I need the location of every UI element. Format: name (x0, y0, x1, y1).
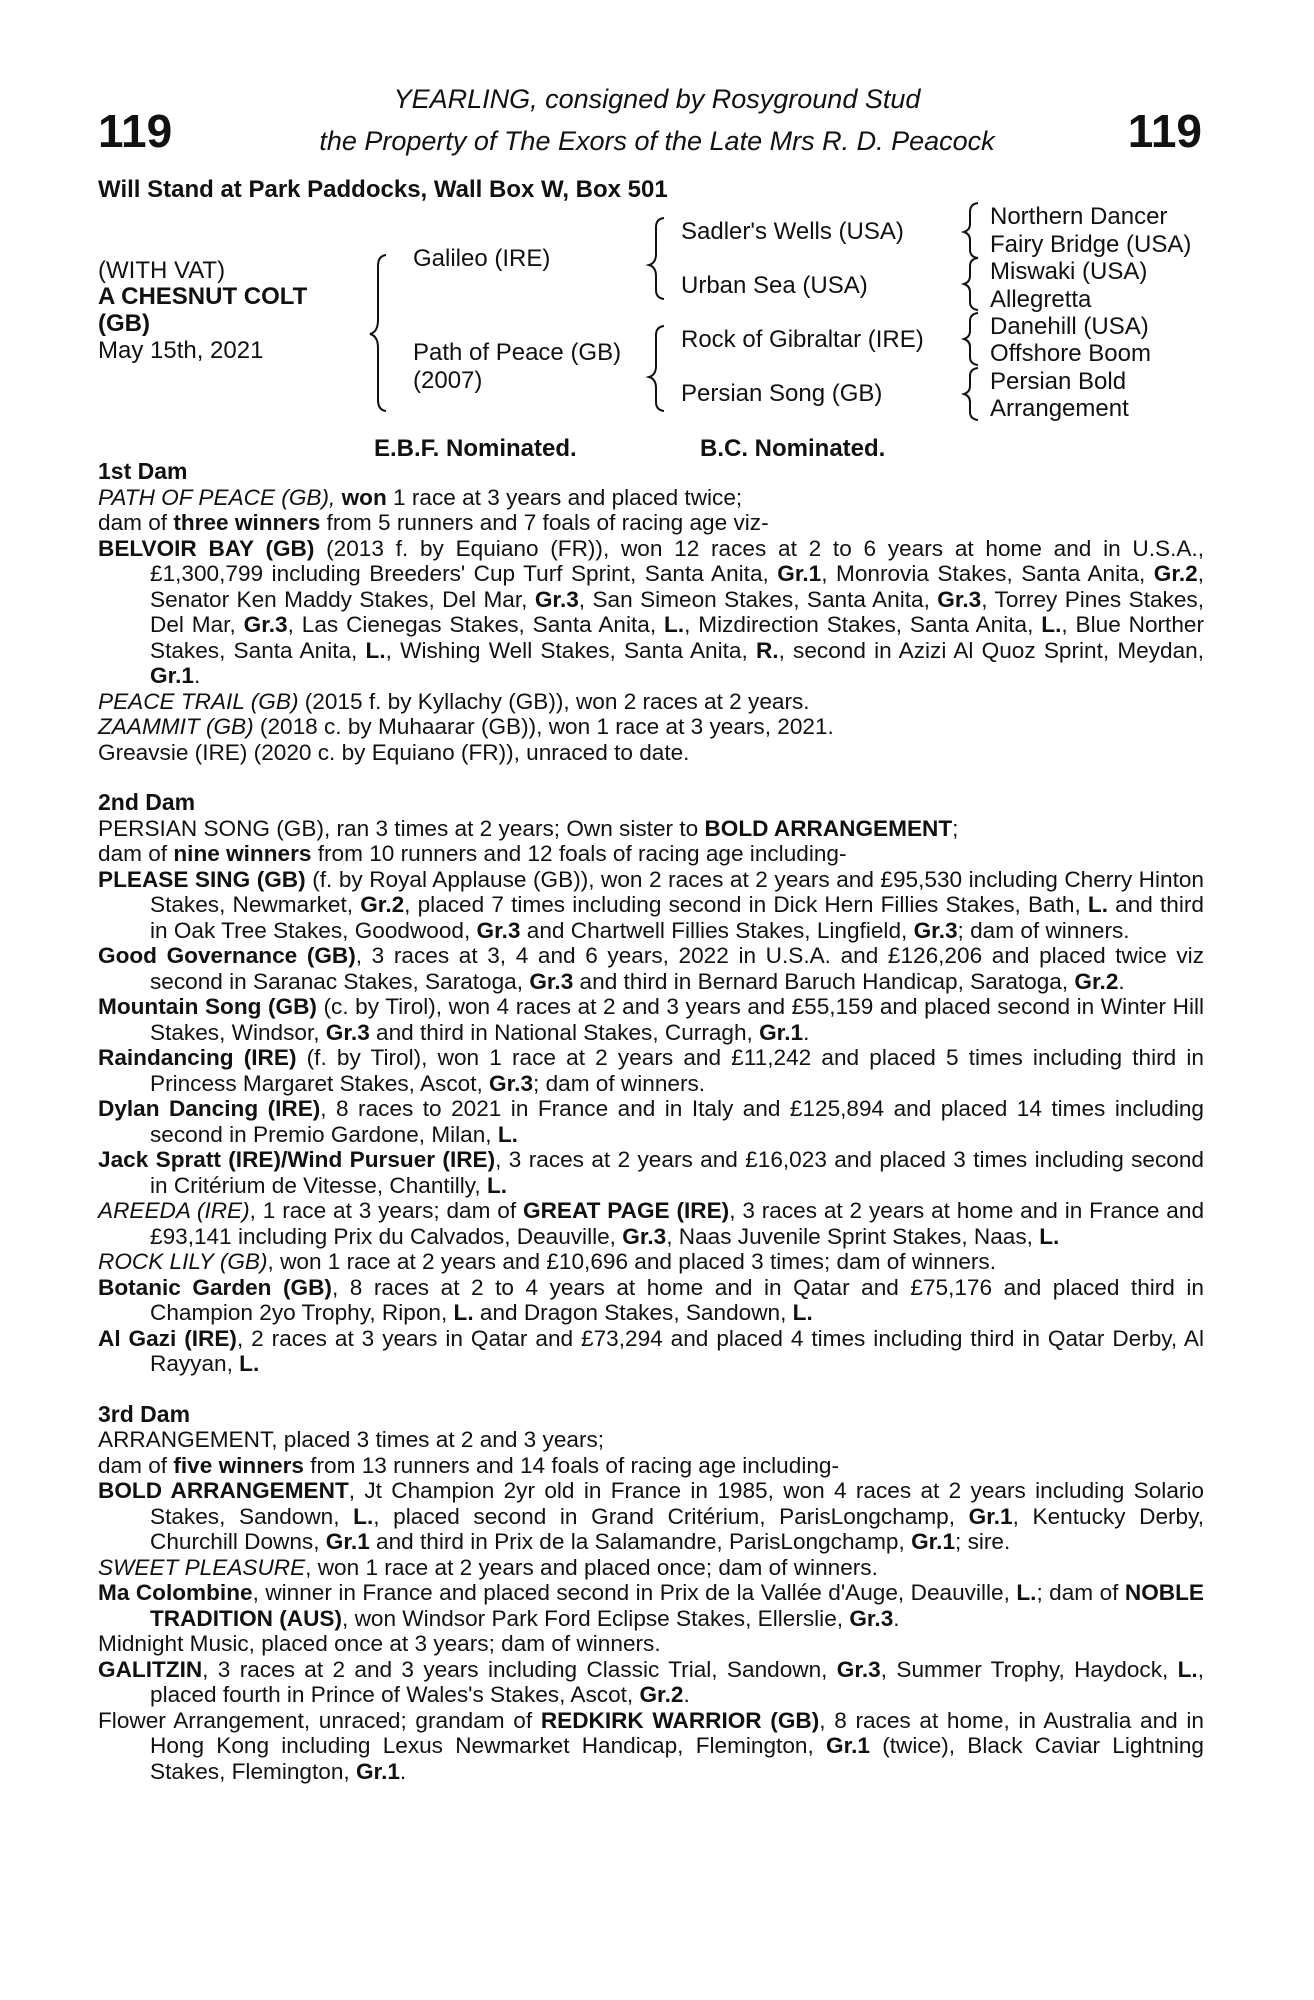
sire-sire: Sadler's Wells (USA) (681, 218, 904, 245)
race-grade: Gr.3 (836, 1656, 881, 1682)
consignment-line-2: the Property of The Exors of the Late Mrs R. D. Peacock (319, 126, 995, 156)
first-dam-line-1: PATH OF PEACE (GB), won 1 race at 3 years and placed twice; (98, 484, 743, 510)
race-grade: Gr.1 (968, 1503, 1013, 1529)
dam-dam-dam: Arrangement (990, 395, 1129, 422)
race-grade: L. (497, 1121, 518, 1147)
race-grade: L. (239, 1351, 260, 1376)
produce-entry: Good Governance (GB), 3 races at 3, 4 and 6 years, 2022 in U.S.A. and £126,206 and placed twice viz second in Saranac Stakes, Saratoga, Gr.3 and third in Bernard Baruch Handicap, Saratoga, Gr.2. (98, 943, 1205, 994)
dam-dam: Persian Song (GB) (681, 380, 883, 407)
third-dam-line-2: dam of five winners from 13 runners and 14 foals of racing age including- (98, 1452, 839, 1478)
race-grade: L. (792, 1300, 813, 1325)
dam-year: (2007) (413, 367, 483, 394)
produce-entry: AREEDA (IRE), 1 race at 3 years; dam of GREAT PAGE (IRE), 3 races at 2 years at home and in France and £93,141 including Prix du Calvados, Deauville, Gr.3, Naas Juvenile Sprint Stakes, Naas, L. (98, 1198, 1205, 1249)
race-grade: L. (664, 612, 685, 637)
race-grade: L. (1041, 612, 1062, 637)
race-grade: Gr.2 (1153, 561, 1198, 586)
produce-entry: BOLD ARRANGEMENT, Jt Champion 2yr old in France in 1985, won 4 races at 2 years including Solario Stakes, Sandown, L., placed second in Grand Critérium, ParisLongchamp, Gr.1, Kentucky Derby, Churchill Downs, Gr.1 and third in Prix de la Salamandre, ParisLongchamp, Gr.1; sire. (98, 1478, 1204, 1554)
race-grade: Gr.3 (913, 917, 958, 943)
horse-name: A CHESNUT COLT (98, 283, 308, 310)
race-grade: Gr.3 (325, 1019, 370, 1045)
sire-dam-sire: Miswaki (USA) (990, 258, 1148, 285)
location: Will Stand at Park Paddocks, Wall Box W, Box 501 (98, 176, 668, 203)
race-grade: Gr.3 (534, 586, 579, 612)
third-dam-line-1: ARRANGEMENT, placed 3 times at 2 and 3 years; (98, 1427, 605, 1452)
race-grade: Gr.3 (622, 1223, 667, 1249)
race-grade: Gr.1 (777, 561, 822, 586)
race-grade: Gr.3 (937, 586, 982, 612)
race-grade: Gr.1 (325, 1529, 370, 1554)
race-grade: Gr.1 (150, 663, 194, 688)
third-dam-heading: 3rd Dam (98, 1400, 191, 1427)
first-dam-line-2: dam of three winners from 5 runners and 7 foals of racing age viz- (98, 510, 769, 535)
race-grade: Gr.1 (826, 1733, 870, 1758)
sire-sire-dam: Fairy Bridge (USA) (990, 231, 1192, 258)
produce-entry: ZAAMMIT (GB) (2018 c. by Muhaarar (GB)), won 1 race at 3 years, 2021. (98, 714, 834, 739)
produce-entry: Mountain Song (GB) (c. by Tirol), won 4 races at 2 and 3 years and £55,159 and placed second in Winter Hill Stakes, Windsor, Gr.3 and third in National Stakes, Curragh, Gr.1. (98, 994, 1205, 1045)
produce-entry: Flower Arrangement, unraced; grandam of REDKIRK WARRIOR (GB), 8 races at home, in Australia and in Hong Kong including Lexus Newmarket Handicap, Flemington, Gr.1 (twice), Black Caviar Lightning Stakes, Flemington, Gr.1. (98, 1707, 1204, 1784)
race-grade: L. (365, 637, 386, 663)
consignment-line-1: YEARLING, consigned by Rosyground Stud (393, 84, 921, 114)
race-grade: Gr.3 (476, 917, 521, 943)
race-grade: R. (755, 637, 779, 663)
race-grade: Gr.2 (1074, 968, 1119, 994)
race-grade: L. (1016, 1580, 1037, 1605)
sire-dam: Urban Sea (USA) (681, 272, 868, 299)
race-grade: L. (453, 1300, 474, 1325)
produce-entry: ROCK LILY (GB), won 1 race at 2 years and £10,696 and placed 3 times; dam of winners. (98, 1249, 996, 1274)
produce-entry: PEACE TRAIL (GB) (2015 f. by Kyllachy (GB)), won 2 races at 2 years. (98, 688, 810, 714)
race-grade: Gr.3 (529, 968, 574, 994)
sire: Galileo (IRE) (413, 245, 551, 272)
lot-number-right: 119 (1127, 105, 1202, 157)
race-grade: L. (486, 1172, 508, 1198)
race-grade: Gr.2 (360, 892, 405, 917)
sire-dam-dam: Allegretta (990, 286, 1092, 313)
produce-entry: GALITZIN, 3 races at 2 and 3 years including Classic Trial, Sandown, Gr.3, Summer Trophy, Haydock, L., placed fourth in Prince of Wales's Stakes, Ascot, Gr.2. (98, 1656, 1204, 1707)
produce-entry: Al Gazi (IRE), 2 races at 3 years in Qatar and £73,294 and placed 4 times including third in Qatar Derby, Al Rayyan, L. (98, 1325, 1204, 1376)
second-dam-line-2: dam of nine winners from 10 runners and 12 foals of racing age including- (98, 841, 847, 866)
lot-number-left: 119 (98, 105, 173, 157)
race-grade: L. (1087, 892, 1108, 917)
vat-note: (WITH VAT) (98, 257, 226, 284)
dam-sire-sire: Danehill (USA) (990, 313, 1149, 340)
race-grade: Gr.1 (355, 1758, 400, 1784)
race-grade: L. (1177, 1656, 1198, 1682)
sire-sire-sire: Northern Dancer (990, 203, 1168, 230)
race-grade: L. (353, 1503, 374, 1529)
race-grade: Gr.3 (849, 1605, 894, 1631)
second-dam-line-1: PERSIAN SONG (GB), ran 3 times at 2 years; Own sister to BOLD ARRANGEMENT; (98, 815, 959, 841)
dam-sire: Rock of Gibraltar (IRE) (681, 326, 924, 353)
produce-entry: Ma Colombine, winner in France and placed second in Prix de la Vallée d'Auge, Deauville, L.; dam of NOBLE TRADITION (AUS), won Windsor Park Ford Eclipse Stakes, Ellerslie, Gr.3. (98, 1580, 1204, 1631)
ebf-nomination: E.B.F. Nominated. (374, 435, 577, 462)
produce-entry: SWEET PLEASURE, won 1 race at 2 years and placed once; dam of winners. (98, 1554, 878, 1580)
horse-dob: May 15th, 2021 (98, 337, 264, 364)
produce-entry: Midnight Music, placed once at 3 years; dam of winners. (98, 1631, 661, 1656)
dam: Path of Peace (GB) (413, 339, 622, 366)
race-grade: L. (1039, 1223, 1060, 1249)
race-grade: Gr.2 (639, 1682, 684, 1707)
bc-nomination: B.C. Nominated. (700, 435, 886, 462)
first-dam-heading: 1st Dam (98, 458, 188, 484)
produce-entry: Dylan Dancing (IRE), 8 races to 2021 in France and in Italy and £125,894 and placed 14 times including second in Premio Gardone, Milan, L. (98, 1096, 1204, 1147)
produce-entry: Raindancing (IRE) (f. by Tirol), won 1 race at 2 years and £11,242 and placed 5 times including third in Princess Margaret Stakes, Ascot, Gr.3; dam of winners. (98, 1045, 1204, 1096)
race-grade: Gr.1 (759, 1019, 804, 1045)
dam-dam-sire: Persian Bold (990, 368, 1127, 395)
race-grade: Gr.1 (911, 1529, 956, 1554)
dam-sire-dam: Offshore Boom (990, 340, 1151, 367)
race-grade: Gr.3 (489, 1070, 534, 1096)
horse-name-origin: (GB) (98, 310, 150, 337)
produce-entry: Botanic Garden (GB), 8 races at 2 to 4 years at home and in Qatar and £75,176 and placed third in Champion 2yo Trophy, Ripon, L. and Dragon Stakes, Sandown, L. (98, 1274, 1204, 1325)
race-grade: Gr.3 (243, 612, 288, 637)
produce-entry: Greavsie (IRE) (2020 c. by Equiano (FR)), unraced to date. (98, 739, 690, 765)
produce-entry: Jack Spratt (IRE)/Wind Pursuer (IRE), 3 races at 2 years and £16,023 and placed 3 times including second in Critérium de Vitesse, Chantilly, L. (98, 1147, 1204, 1198)
second-dam-heading: 2nd Dam (98, 789, 196, 815)
produce-entry: PLEASE SING (GB) (f. by Royal Applause (GB)), won 2 races at 2 years and £95,530 including Cherry Hinton Stakes, Newmarket, Gr.2, placed 7 times including second in Dick Hern Fillies Stakes, Bath, L. and third in Oak Tree Stakes, Goodwood, Gr.3 and Chartwell Fillies Stakes, Lingfield, Gr.3; dam of winners. (98, 866, 1204, 943)
produce-entry: BELVOIR BAY (GB) (2013 f. by Equiano (FR)), won 12 races at 2 to 6 years at home and in U.S.A., £1,300,799 including Breeders' Cup Turf Sprint, Santa Anita, Gr.1, Monrovia Stakes, Santa Anita, Gr.2, Senator Ken Maddy Stakes, Del Mar, Gr.3, San Simeon Stakes, Santa Anita, Gr.3, Torrey Pines Stakes, Del Mar, Gr.3, Las Cienegas Stakes, Santa Anita, L., Mizdirection Stakes, Santa Anita, L., Blue Norther Stakes, Santa Anita, L., Wishing Well Stakes, Santa Anita, R., second in Azizi Al Quoz Sprint, Meydan, Gr.1. (98, 535, 1204, 688)
catalogue-body (98, 459, 1204, 1784)
